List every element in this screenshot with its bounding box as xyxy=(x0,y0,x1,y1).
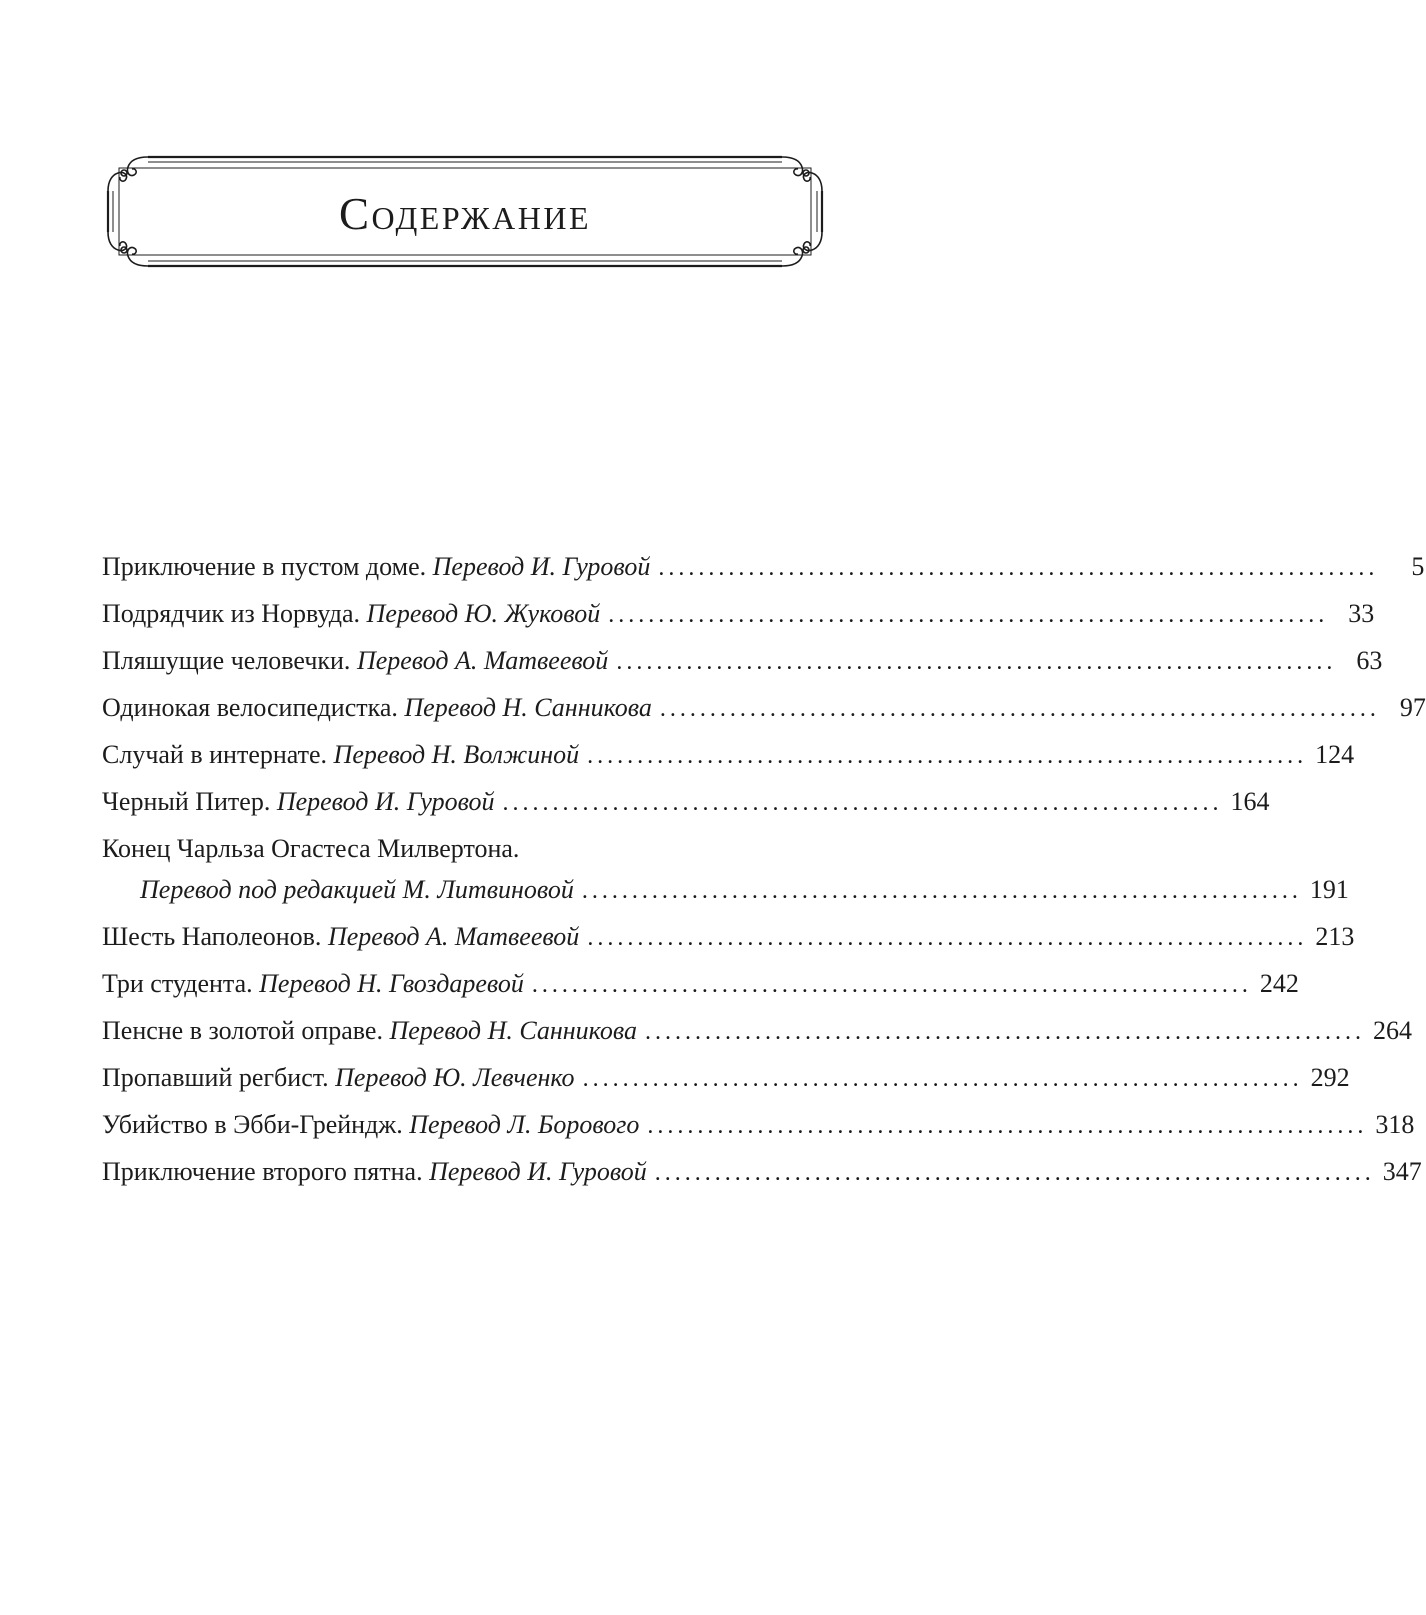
entry-title: Пенсне в золотой оправе. xyxy=(102,1016,383,1045)
entry-title: Одинокая велосипедистка. xyxy=(102,693,398,722)
dot-leader: ........................................................................ xyxy=(608,602,1329,628)
entry-translator: Перевод И. Гуровой xyxy=(276,787,495,816)
entry-title: Подрядчик из Норвуда. xyxy=(102,599,361,628)
entry-title: Пропавший регбист. xyxy=(102,1063,329,1092)
entry-title: Шесть Наполеонов. xyxy=(102,922,322,951)
entry-translator: Перевод под редакцией М. Литвиновой xyxy=(140,875,574,904)
toc-entry[interactable] xyxy=(102,1063,1350,1110)
entry-title: Три студента. xyxy=(102,969,253,998)
toc-entry[interactable] xyxy=(102,922,1355,969)
table-of-contents xyxy=(102,552,1426,1204)
toc-entry[interactable] xyxy=(102,1157,1422,1204)
dot-leader: ........................................................................ xyxy=(531,972,1252,998)
dot-leader: ........................................................................ xyxy=(587,925,1308,951)
toc-entry[interactable] xyxy=(102,787,1270,834)
entry-page-number: 63 xyxy=(1356,646,1383,675)
entry-page-number: 97 xyxy=(1399,693,1426,722)
entry-page-number: 124 xyxy=(1315,740,1355,769)
entry-title: Приключение в пустом доме. xyxy=(102,552,427,581)
entry-translator: Перевод Н. Волжиной xyxy=(333,740,580,769)
entry-page-number: 347 xyxy=(1382,1157,1422,1186)
toc-entry[interactable] xyxy=(102,1016,1412,1063)
entry-translator: Перевод Н. Гвоздаревой xyxy=(259,969,524,998)
dot-leader: ........................................................................ xyxy=(644,1019,1365,1045)
toc-entry[interactable] xyxy=(102,969,1299,1016)
dot-leader: ........................................................................ xyxy=(616,649,1337,675)
entry-title: Приключение второго пятна. xyxy=(102,1157,423,1186)
entry-page-number: 191 xyxy=(1309,875,1349,904)
toc-entry[interactable] xyxy=(102,834,1349,922)
dot-leader: ........................................................................ xyxy=(502,790,1223,816)
entry-page-number: 264 xyxy=(1372,1016,1412,1045)
page-title: Содержание xyxy=(338,188,592,239)
entry-translator: Перевод Ю. Левченко xyxy=(335,1063,575,1092)
entry-page-number: 242 xyxy=(1259,969,1299,998)
entry-translator: Перевод Н. Санникова xyxy=(404,693,652,722)
entry-title: Убийство в Эбби-Грейндж. xyxy=(102,1110,403,1139)
entry-page-number: 33 xyxy=(1348,599,1375,628)
entry-page-number: 213 xyxy=(1315,922,1355,951)
title-frame xyxy=(106,155,824,268)
toc-entry[interactable] xyxy=(102,646,1383,693)
entry-translator: Перевод Н. Санникова xyxy=(389,1016,637,1045)
toc-entry[interactable] xyxy=(102,599,1375,646)
dot-leader: ........................................................................ xyxy=(658,555,1379,581)
entry-page-number: 292 xyxy=(1310,1063,1350,1092)
dot-leader: ........................................................................ xyxy=(581,878,1302,904)
dot-leader: ........................................................................ xyxy=(654,1160,1375,1186)
entry-translator: Перевод И. Гуровой xyxy=(432,552,651,581)
entry-page-number: 318 xyxy=(1375,1110,1415,1139)
toc-entry[interactable] xyxy=(102,1110,1415,1157)
entry-translator: Перевод А. Матвеевой xyxy=(327,922,580,951)
entry-translator: Перевод А. Матвеевой xyxy=(356,646,609,675)
entry-translator: Перевод И. Гуровой xyxy=(429,1157,647,1186)
dot-leader: ........................................................................ xyxy=(587,743,1308,769)
entry-title: Случай в интернате. xyxy=(102,740,328,769)
dot-leader: ........................................................................ xyxy=(647,1113,1368,1139)
toc-entry[interactable] xyxy=(102,740,1355,787)
entry-translator: Перевод Ю. Жуковой xyxy=(366,599,601,628)
dot-leader: ........................................................................ xyxy=(659,696,1380,722)
entry-page-number: 164 xyxy=(1230,787,1270,816)
toc-entry[interactable] xyxy=(102,552,1425,599)
toc-entry[interactable] xyxy=(102,693,1426,740)
dot-leader: ........................................................................ xyxy=(582,1066,1303,1092)
entry-title: Пляшущие человечки. xyxy=(102,646,351,675)
entry-title: Черный Питер. xyxy=(102,787,271,816)
entry-title: Конец Чарльза Огастеса Милвертона. xyxy=(102,834,520,863)
entry-translator: Перевод Л. Борового xyxy=(409,1110,640,1139)
entry-page-number: 5 xyxy=(1411,552,1425,581)
